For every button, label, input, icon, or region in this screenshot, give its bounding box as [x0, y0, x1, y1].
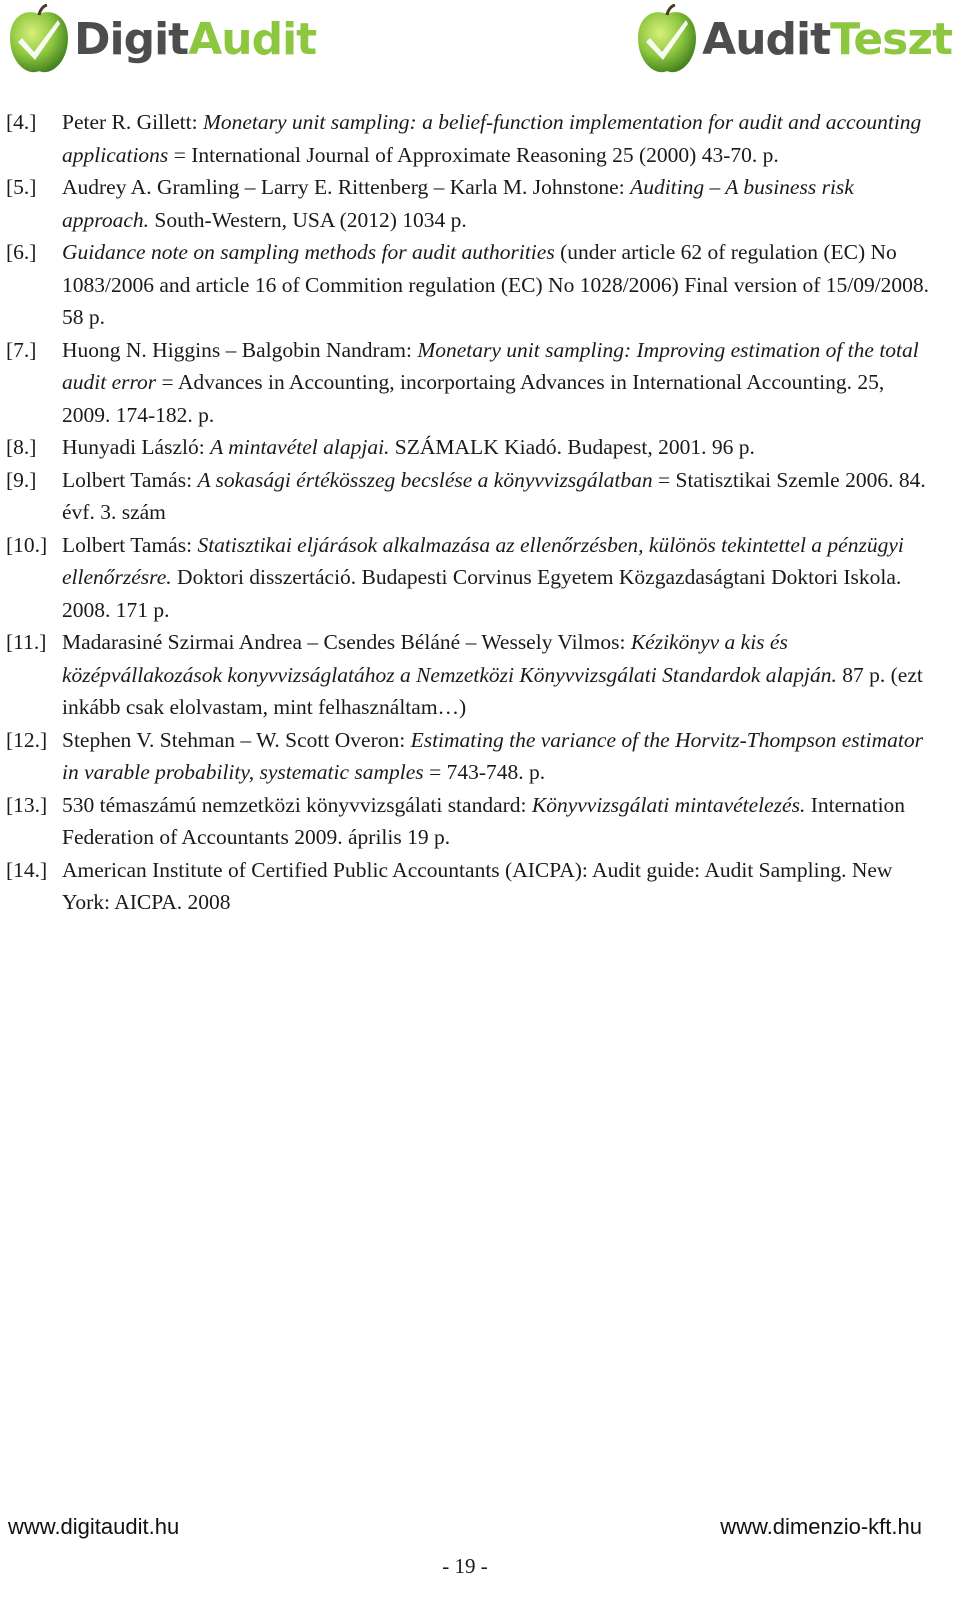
- reference-item: [6, 464, 934, 529]
- reference-text: [62, 789, 934, 854]
- reference-item: [6, 724, 934, 789]
- reference-number: [9.]: [6, 467, 37, 492]
- reference-number: [7.]: [6, 337, 37, 362]
- reference-title: Monetary unit sampling: a belief-function implementation for audit and accounting applications: [62, 110, 922, 167]
- reference-number: [11.]: [6, 630, 47, 654]
- digitaudit-logo-text: [74, 14, 317, 65]
- reference-detail: 530 témaszámú nemzetközi könyvvizsgálati standard:: [62, 792, 532, 817]
- reference-number: [4.]: [6, 110, 37, 134]
- reference-detail: SZÁMALK Kiadó. Budapest, 2001. 96 p.: [389, 435, 755, 459]
- reference-item: [6, 626, 934, 724]
- reference-item: [6, 236, 934, 334]
- reference-detail: Peter R. Gillett:: [62, 110, 203, 134]
- logo-text-part1: Digit: [74, 14, 189, 65]
- reference-text: [62, 236, 934, 334]
- reference-detail: (under article 62 of regulation (EC) No 1083/2006 and article 16 of Commition regulation (EC) No 1028/2006) Final version of 15/09/2008. 58 p.: [62, 240, 930, 329]
- reference-number: [10.]: [6, 532, 48, 557]
- reference-title: Monetary unit sampling: Improving estimation of the total audit error: [62, 337, 919, 394]
- reference-title: Estimating the variance of the Horvitz-Thompson estimator in varable probability, systematic samples: [62, 727, 923, 784]
- apple-checkmark-icon: [634, 4, 700, 76]
- reference-text: [62, 171, 934, 236]
- reference-text: [62, 106, 934, 171]
- reference-title: A sokasági értékösszeg becslése a könyvvizsgálatban: [197, 467, 653, 492]
- reference-number: [6.]: [6, 240, 37, 264]
- reference-detail: Stephen V. Stehman – W. Scott Overon:: [62, 727, 411, 752]
- reference-number: [14.]: [6, 857, 48, 882]
- reference-detail: Huong N. Higgins – Balgobin Nandram:: [62, 337, 418, 362]
- reference-detail: = Advances in Accounting, incorportaing Advances in International Accounting. 25, 2009. 174-182. p.: [62, 370, 885, 427]
- reference-text: [62, 854, 934, 919]
- reference-item: [6, 789, 934, 854]
- logo-text-part2: Teszt: [830, 14, 952, 65]
- reference-title: Könyvvizsgálati mintavételezés.: [531, 792, 806, 817]
- reference-detail: = 743-748. p.: [423, 760, 546, 784]
- auditteszt-logo: [634, 4, 952, 76]
- reference-list: [6, 106, 934, 919]
- reference-item: [6, 854, 934, 919]
- reference-detail: American Institute of Certified Public Accountants (AICPA): Audit guide: Audit Sampling. New York: AICPA. 2008: [62, 857, 893, 914]
- reference-item: [6, 529, 934, 627]
- reference-item: [6, 106, 934, 171]
- footer-left-url[interactable]: www.digitaudit.hu: [8, 1514, 180, 1539]
- auditteszt-logo-text: [702, 14, 952, 65]
- reference-title: Auditing – A business risk approach.: [62, 175, 854, 232]
- reference-number: [12.]: [6, 727, 48, 752]
- reference-detail: = Statisztikai Szemle 2006. 84. évf. 3. szám: [62, 467, 926, 524]
- digitaudit-logo: [6, 4, 316, 76]
- footer-right-url[interactable]: www.dimenzio-kft.hu: [720, 1514, 922, 1539]
- reference-number: [8.]: [6, 435, 37, 459]
- reference-text: [62, 724, 934, 789]
- reference-text: [62, 626, 934, 724]
- reference-detail: Internation Federation of Accountants 2009. április 19 p.: [62, 792, 906, 849]
- logo-text-part1: Audit: [702, 14, 831, 65]
- reference-text: [62, 464, 934, 529]
- apple-checkmark-icon: [6, 4, 72, 76]
- reference-detail: Doktori disszertáció. Budapesti Corvinus Egyetem Közgazdaságtani Doktori Iskola. 2008. 171 p.: [62, 565, 902, 622]
- reference-item: [6, 334, 934, 432]
- logo-text-part2: Audit: [188, 14, 317, 65]
- reference-detail: South-Western, USA (2012) 1034 p.: [149, 207, 467, 232]
- reference-detail: Audrey A. Gramling – Larry E. Rittenberg – Karla M. Johnstone:: [62, 175, 631, 199]
- reference-title: Statisztikai eljárások alkalmazása az ellenőrzésben, különös tekintettel a pénzügyi ellenőrzésre.: [62, 532, 904, 589]
- reference-detail: Madarasiné Szirmai Andrea – Csendes Béláné – Wessely Vilmos:: [62, 630, 631, 654]
- reference-detail: Hunyadi László:: [62, 435, 211, 459]
- reference-title: Kézikönyv a kis és középvállakozások konyvvizságlatához a Nemzetközi Könyvvizsgálati Standardok alapján.: [62, 630, 837, 687]
- reference-item: [6, 431, 934, 464]
- reference-detail: Lolbert Tamás:: [62, 532, 198, 557]
- reference-title: A mintavétel alapjai.: [210, 435, 390, 459]
- reference-text: [62, 334, 934, 432]
- reference-text: [62, 431, 934, 464]
- reference-item: [6, 171, 934, 236]
- page-header: [0, 0, 960, 86]
- reference-title: Guidance note on sampling methods for audit authorities: [62, 240, 555, 264]
- reference-detail: 87 p. (ezt inkább csak elolvastam, mint felhasználtam…): [62, 662, 923, 719]
- reference-detail: Lolbert Tamás:: [62, 467, 198, 492]
- reference-detail: = International Journal of Approximate Reasoning 25 (2000) 43-70. p.: [168, 142, 779, 167]
- reference-text: [62, 529, 934, 627]
- page-number: - 19 -: [442, 1554, 488, 1578]
- reference-number: [13.]: [6, 792, 48, 817]
- reference-number: [5.]: [6, 175, 37, 199]
